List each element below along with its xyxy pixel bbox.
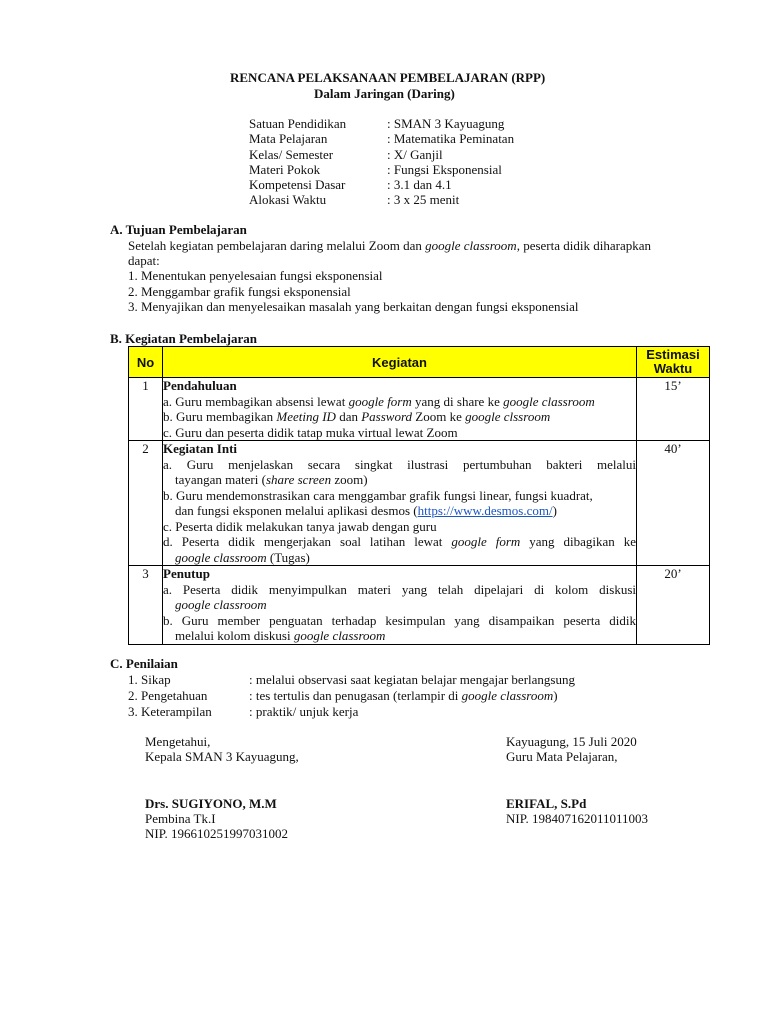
intro-text: Setelah kegiatan pembelajaran daring melalui Zoom dan xyxy=(128,238,426,253)
signature-left-name: Drs. SUGIYONO, M.M xyxy=(145,796,277,811)
assessment-label: 3. Keterampilan xyxy=(128,704,212,719)
table-header-row xyxy=(129,347,710,378)
row-activities xyxy=(163,378,637,441)
activity-item: c. Guru dan peserta didik tatap muka virtual lewat Zoom xyxy=(163,424,458,440)
row-time: 15’ xyxy=(637,378,710,441)
row-time: 40’ xyxy=(637,441,710,566)
objective-item: 3. Menyajikan dan menyelesaikan masalah yang berkaitan dengan fungsi eksponensial xyxy=(128,299,579,314)
table-row xyxy=(129,441,710,566)
activity-item-cont: google classroom (Tugas) xyxy=(175,549,310,565)
assessment-value: : praktik/ unjuk kerja xyxy=(249,704,359,719)
objective-item: 2. Menggambar grafik fungsi eksponensial xyxy=(128,284,351,299)
column-header-kegiatan: Kegiatan xyxy=(163,347,637,378)
section-b-heading: B. Kegiatan Pembelajaran xyxy=(110,331,257,346)
activity-item: b. Guru membagikan Meeting ID dan Password Zoom ke google clssroom xyxy=(163,409,551,424)
identity-label: Kompetensi Dasar xyxy=(249,177,346,192)
activity-item: b. Guru mendemonstrasikan cara menggambar grafik fungsi linear, fungsi kuadrat, xyxy=(163,487,593,503)
activity-item: a. Guru membagikan absensi lewat google form yang di share ke google classroom xyxy=(163,393,595,409)
document-title: RENCANA PELAKSANAAN PEMBELAJARAN (RPP) xyxy=(230,70,546,85)
activity-item: c. Peserta didik melakukan tanya jawab dengan guru xyxy=(163,518,437,534)
assessment-value: : tes tertulis dan penugasan (terlampir di google classroom) xyxy=(249,688,558,703)
signature-right-line1: Kayuagung, 15 Juli 2020 xyxy=(506,734,637,749)
row-number: 1 xyxy=(129,378,163,441)
activities-table xyxy=(128,346,710,645)
identity-value: : X/ Ganjil xyxy=(387,147,443,162)
activity-item-cont: tayangan materi (share screen zoom) xyxy=(175,472,368,487)
signature-right-name: ERIFAL, S.Pd xyxy=(506,796,587,811)
objective-item: 1. Menentukan penyelesaian fungsi eksponensial xyxy=(128,268,383,283)
identity-label: Satuan Pendidikan xyxy=(249,116,347,131)
activity-item: a. Guru menjelaskan secara singkat ilustrasi pertumbuhan bakteri melalui xyxy=(163,456,636,472)
activity-item-cont: google classroom xyxy=(175,597,267,612)
activity-title: Penutup xyxy=(163,566,210,581)
waktu-label: Waktu xyxy=(653,361,693,376)
row-activities xyxy=(163,441,637,566)
signature-right-line2: Guru Mata Pelajaran, xyxy=(506,749,618,764)
identity-value: : Matematika Peminatan xyxy=(387,131,515,146)
assessment-label: 1. Sikap xyxy=(128,672,171,687)
identity-value: : 3 x 25 menit xyxy=(387,192,460,207)
assessment-label: 2. Pengetahuan xyxy=(128,688,208,703)
section-c-heading: C. Penilaian xyxy=(110,656,178,671)
activity-item: b. Guru member penguatan terhadap kesimpulan yang disampaikan peserta didik xyxy=(163,612,636,628)
document-subtitle: Dalam Jaringan (Daring) xyxy=(314,86,455,101)
identity-label: Mata Pelajaran xyxy=(249,131,328,146)
section-a-heading: A. Tujuan Pembelajaran xyxy=(110,222,247,237)
signature-left-line2: Kepala SMAN 3 Kayuagung, xyxy=(145,749,299,764)
row-number: 2 xyxy=(129,441,163,566)
activity-item-cont: melalui kolom diskusi google classroom xyxy=(175,628,386,643)
intro-italic: google classroom xyxy=(425,238,517,253)
signature-left-line1: Mengetahui, xyxy=(145,734,211,749)
table-row xyxy=(129,566,710,645)
activity-item: d. Peserta didik mengerjakan soal latihan lewat google form yang dibagikan ke xyxy=(163,534,636,549)
identity-label: Kelas/ Semester xyxy=(249,147,334,162)
row-activities xyxy=(163,566,637,645)
estimasi-label: Estimasi xyxy=(646,347,700,362)
signature-right-nip: NIP. 198407162011011003 xyxy=(506,811,649,826)
identity-value: : 3.1 dan 4.1 xyxy=(387,177,452,192)
identity-value: : Fungsi Eksponensial xyxy=(387,162,502,177)
section-a-intro-cont: dapat: xyxy=(128,253,160,268)
column-header-estimasi xyxy=(637,347,710,378)
activity-title: Pendahuluan xyxy=(163,378,237,393)
table-row xyxy=(129,378,710,441)
row-number: 3 xyxy=(129,566,163,645)
activity-item-cont: dan fungsi eksponen melalui aplikasi desmos (https://www.desmos.com/) xyxy=(175,503,557,518)
identity-label: Alokasi Waktu xyxy=(249,192,327,207)
activity-title: Kegiatan Inti xyxy=(163,441,238,456)
row-time: 20’ xyxy=(637,566,710,645)
activity-item: a. Peserta didik menyimpulkan materi yang telah dipelajari di kolom diskusi xyxy=(163,581,636,597)
signature-left-nip: NIP. 196610251997031002 xyxy=(145,826,289,841)
identity-label: Materi Pokok xyxy=(249,162,321,177)
signature-left-rank: Pembina Tk.I xyxy=(145,811,216,826)
identity-value: : SMAN 3 Kayuagung xyxy=(387,116,505,131)
section-a-intro xyxy=(128,238,651,253)
intro-text-end: , peserta didik diharapkan xyxy=(516,238,651,253)
desmos-link[interactable]: https://www.desmos.com/ xyxy=(417,503,553,518)
column-header-no: No xyxy=(129,347,163,378)
assessment-value: : melalui observasi saat kegiatan belajar mengajar berlangsung xyxy=(249,672,575,687)
